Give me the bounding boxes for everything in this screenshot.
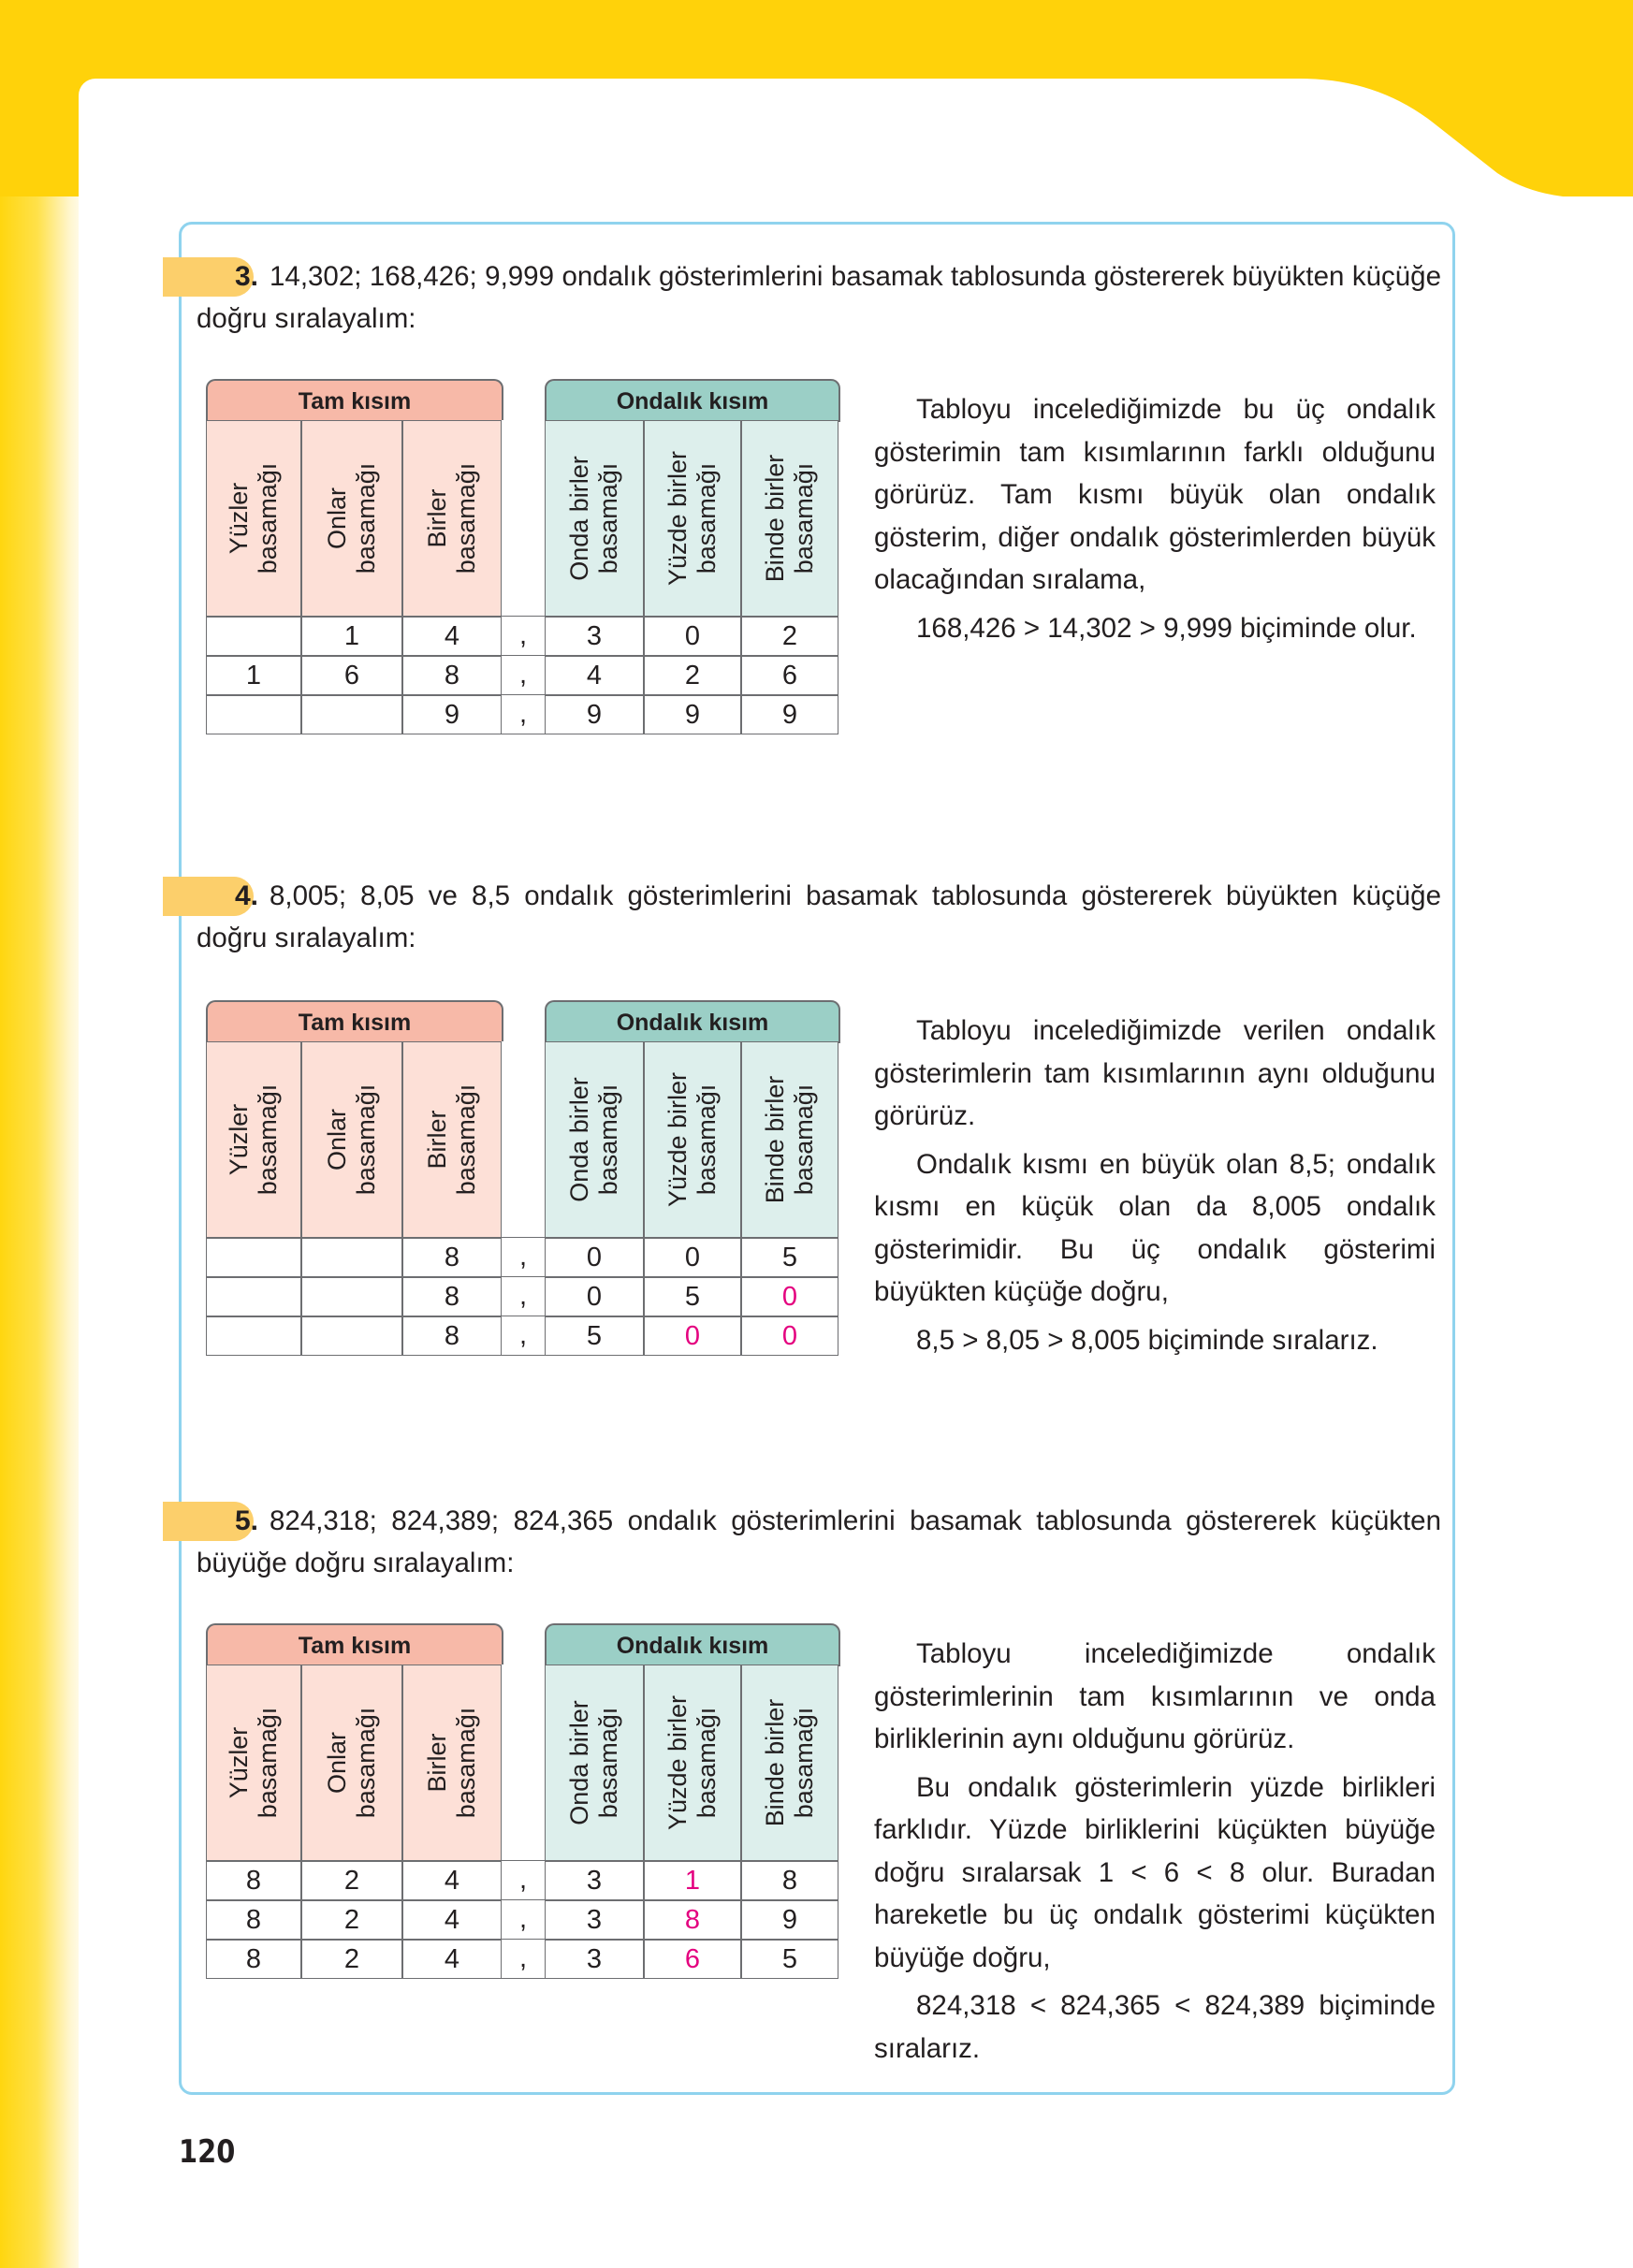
column-header-label	[565, 456, 623, 581]
column-header-line: Yüzde birler	[663, 1071, 692, 1208]
table-cell: 4	[402, 617, 502, 656]
column-header-line: Birler	[423, 488, 451, 548]
explanation	[874, 1010, 1436, 1367]
column-header-binde-birler	[741, 1041, 838, 1238]
column-header-line: basamağı	[352, 1083, 380, 1196]
table-cell: 5	[741, 1940, 838, 1979]
header-tam-kisim: Tam kısım	[206, 379, 503, 422]
table-cell: 3	[545, 1940, 644, 1979]
table-cell: 2	[741, 617, 838, 656]
comma-cell: ,	[502, 1861, 545, 1900]
table-cell: 9	[545, 695, 644, 734]
table-cell: 9	[402, 695, 502, 734]
column-header-label	[323, 1708, 381, 1819]
column-header-line: basamağı	[693, 1083, 721, 1196]
column-header-line: basamağı	[352, 1707, 380, 1819]
column-header-label	[565, 1700, 623, 1825]
question-text: 8,005; 8,05 ve 8,5 ondalık gösterimlerini basamak tablosunda göstererek büyükten küçüğe doğru sıralayalım:	[197, 880, 1441, 953]
table-cell: 8	[206, 1940, 301, 1979]
table-cell: 9	[741, 695, 838, 734]
table-cell: 0	[741, 1277, 838, 1316]
column-header-onlar	[301, 1041, 402, 1238]
column-header-onlar	[301, 1665, 402, 1861]
column-header-label	[663, 1695, 722, 1830]
column-header-birler	[402, 1665, 502, 1861]
table-cell: 1	[644, 1861, 741, 1900]
comma-cell: ,	[502, 695, 545, 734]
section-number: 3.	[235, 261, 259, 292]
table-cell: 8	[206, 1861, 301, 1900]
table-cell: 3	[545, 1900, 644, 1940]
comma-cell: ,	[502, 1940, 545, 1979]
table-cell: 2	[301, 1900, 402, 1940]
table-cell: 8	[644, 1900, 741, 1940]
column-header-line: Binde birler	[761, 1075, 789, 1204]
table-cell: 8	[402, 1277, 502, 1316]
comma-cell: ,	[502, 1900, 545, 1940]
section-number: 5.	[235, 1505, 259, 1536]
column-header-onlar	[301, 420, 402, 617]
explanation-paragraph: Tabloyu incelediğimizde bu üç ondalık gösterimin tam kısımlarının farklı olduğunu görürüz. Tam kısmı büyük olan ondalık gösterim, diğer ondalık gösterimlerden büyük olacağından sıralama,	[874, 394, 1436, 595]
comma-column-header	[502, 420, 545, 617]
table-cell: 4	[545, 656, 644, 695]
table-cell: 6	[301, 656, 402, 695]
column-header-line: Yüzler	[225, 1726, 253, 1799]
column-header-yuzde-birler	[644, 1041, 741, 1238]
column-header-line: Onlar	[323, 487, 351, 550]
table-cell: 4	[402, 1861, 502, 1900]
page-number: 120	[179, 2133, 236, 2171]
explanation-paragraph: Tabloyu incelediğimizde verilen ondalık gösterimlerin tam kısımlarının aynı olduğunu görürüz.	[874, 1015, 1436, 1131]
column-header-onda-birler	[545, 1041, 644, 1238]
column-header-label	[761, 455, 819, 583]
comma-column-header	[502, 1665, 545, 1861]
column-header-line: basamağı	[693, 462, 721, 574]
column-header-label	[423, 1084, 481, 1196]
column-header-line: basamağı	[790, 1707, 818, 1819]
column-header-label	[323, 463, 381, 574]
comma-cell: ,	[502, 1238, 545, 1277]
column-header-label	[565, 1077, 623, 1202]
header-ondalik-kisim: Ondalık kısım	[545, 1000, 840, 1043]
header-ondalik-kisim: Ondalık kısım	[545, 379, 840, 422]
table-cell: 4	[402, 1940, 502, 1979]
table-cell: 5	[545, 1316, 644, 1356]
explanation-paragraph: Tabloyu incelediğimizde ondalık gösterimlerinin tam kısımlarının ve onda birliklerinin aynı olduğunu görürüz.	[874, 1638, 1436, 1754]
explanation-paragraph: Bu ondalık gösterimlerin yüzde birlikleri farklıdır. Yüzde birliklerini küçükten büyüğe doğru sıralarsak 1 < 6 < 8 olur. Buradan hareketle bu üç ondalık gösterimi küçükten büyüğe doğru,	[874, 1771, 1436, 1973]
column-header-line: Birler	[423, 1110, 451, 1170]
table-cell: 0	[545, 1277, 644, 1316]
column-header-label	[225, 1084, 283, 1196]
column-header-line: basamağı	[254, 1707, 282, 1819]
comma-column-header	[502, 1041, 545, 1238]
column-header-line: Onda birler	[565, 1700, 593, 1825]
table-cell: 3	[545, 1861, 644, 1900]
corner-decoration	[1217, 65, 1633, 206]
table-cell: 3	[545, 617, 644, 656]
column-header-line: basamağı	[594, 1083, 622, 1196]
column-header-line: Yüzde birler	[663, 1694, 692, 1831]
table-cell: 2	[644, 656, 741, 695]
explanation-paragraph: Ondalık kısmı en büyük olan 8,5; ondalık kısmı en küçük olan da 8,005 ondalık gösterimidir. Bu üç ondalık gösterimi büyükten küçüğe doğru,	[874, 1148, 1436, 1307]
table-cell	[301, 1238, 402, 1277]
column-header-yuzler	[206, 420, 301, 617]
table-cell: 0	[644, 1316, 741, 1356]
table-cell: 0	[545, 1238, 644, 1277]
column-header-onda-birler	[545, 420, 644, 617]
column-header-line: Binde birler	[761, 1698, 789, 1827]
table-cell	[206, 695, 301, 734]
column-header-line: basamağı	[352, 462, 380, 574]
question-text: 14,302; 168,426; 9,999 ondalık gösterimlerini basamak tablosunda göstererek büyükten küçüğe doğru sıralayalım:	[197, 261, 1441, 334]
column-header-line: basamağı	[254, 1083, 282, 1196]
column-header-line: Onda birler	[565, 1077, 593, 1202]
table-cell: 2	[301, 1861, 402, 1900]
comma-cell: ,	[502, 1277, 545, 1316]
table-cell	[301, 695, 402, 734]
explanation-result: 8,5 > 8,05 > 8,005 biçiminde sıralarız.	[916, 1324, 1378, 1356]
table-cell: 1	[301, 617, 402, 656]
question-text: 824,318; 824,389; 824,365 ondalık gösterimlerini basamak tablosunda göstererek küçükten büyüğe doğru sıralayalım:	[197, 1505, 1441, 1578]
table-cell	[301, 1277, 402, 1316]
column-header-label	[225, 463, 283, 574]
table-cell: 6	[644, 1940, 741, 1979]
explanation-result: 824,318 < 824,365 < 824,389 biçiminde sıralarız.	[874, 1990, 1436, 2064]
column-header-binde-birler	[741, 1665, 838, 1861]
table-cell: 6	[741, 656, 838, 695]
column-header-label	[663, 451, 722, 586]
column-header-line: Onlar	[323, 1108, 351, 1171]
column-header-line: basamağı	[790, 462, 818, 574]
column-header-line: basamağı	[790, 1083, 818, 1196]
table-cell: 8	[402, 1238, 502, 1277]
column-header-line: basamağı	[452, 462, 480, 574]
column-header-line: Yüzde birler	[663, 450, 692, 587]
column-header-label	[423, 463, 481, 574]
column-header-label	[225, 1708, 283, 1819]
column-header-line: Onlar	[323, 1731, 351, 1795]
column-header-line: basamağı	[254, 462, 282, 574]
column-header-line: basamağı	[452, 1083, 480, 1196]
table-cell: 9	[644, 695, 741, 734]
column-header-onda-birler	[545, 1665, 644, 1861]
column-header-line: Yüzler	[225, 1103, 253, 1176]
column-header-binde-birler	[741, 420, 838, 617]
column-header-yuzde-birler	[644, 420, 741, 617]
table-cell: 8	[741, 1861, 838, 1900]
column-header-yuzler	[206, 1041, 301, 1238]
column-header-line: Onda birler	[565, 456, 593, 581]
table-cell: 0	[741, 1316, 838, 1356]
header-tam-kisim: Tam kısım	[206, 1623, 503, 1666]
table-cell: 8	[206, 1900, 301, 1940]
table-cell: 8	[402, 656, 502, 695]
table-cell	[206, 1316, 301, 1356]
column-header-line: basamağı	[594, 462, 622, 574]
column-header-label	[761, 1076, 819, 1204]
column-header-yuzler	[206, 1665, 301, 1861]
column-header-label	[423, 1708, 481, 1819]
table-cell: 1	[206, 656, 301, 695]
comma-cell: ,	[502, 617, 545, 656]
explanation-result: 168,426 > 14,302 > 9,999 biçiminde olur.	[916, 612, 1417, 644]
column-header-label	[663, 1072, 722, 1207]
table-cell: 8	[402, 1316, 502, 1356]
column-header-yuzde-birler	[644, 1665, 741, 1861]
table-cell: 4	[402, 1900, 502, 1940]
column-header-line: basamağı	[594, 1707, 622, 1819]
header-tam-kisim: Tam kısım	[206, 1000, 503, 1043]
table-cell: 0	[644, 1238, 741, 1277]
explanation	[874, 388, 1436, 655]
column-header-line: Yüzler	[225, 482, 253, 555]
explanation	[874, 1633, 1436, 2075]
content-box	[179, 222, 1455, 2095]
section-number: 4.	[235, 880, 259, 911]
table-cell	[301, 1316, 402, 1356]
table-cell	[206, 1277, 301, 1316]
comma-cell: ,	[502, 1316, 545, 1356]
column-header-birler	[402, 1041, 502, 1238]
column-header-label	[323, 1084, 381, 1196]
comma-cell: ,	[502, 656, 545, 695]
header-ondalik-kisim: Ondalık kısım	[545, 1623, 840, 1666]
table-cell: 2	[301, 1940, 402, 1979]
table-cell	[206, 617, 301, 656]
table-cell: 0	[644, 617, 741, 656]
column-header-label	[761, 1699, 819, 1827]
table-cell	[206, 1238, 301, 1277]
column-header-line: basamağı	[693, 1707, 721, 1819]
table-cell: 5	[644, 1277, 741, 1316]
column-header-birler	[402, 420, 502, 617]
column-header-line: basamağı	[452, 1707, 480, 1819]
table-cell: 9	[741, 1900, 838, 1940]
column-header-line: Binde birler	[761, 454, 789, 583]
column-header-line: Birler	[423, 1733, 451, 1793]
table-cell: 5	[741, 1238, 838, 1277]
